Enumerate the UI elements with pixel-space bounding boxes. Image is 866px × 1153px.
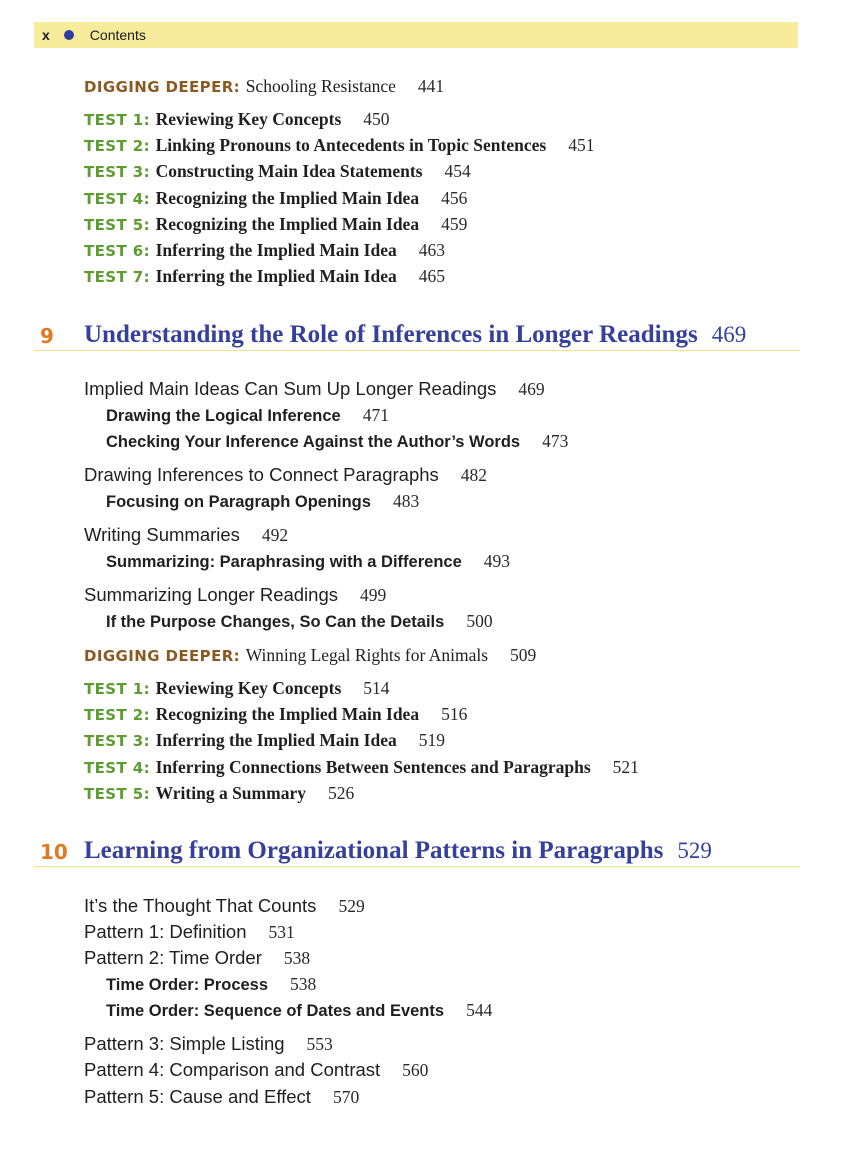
toc-page-number: 493 [483,551,510,571]
toc-entry-title: Inferring the Implied Main Idea [155,266,397,286]
toc-entry-title: Recognizing the Implied Main Idea [155,188,420,208]
toc-page-number: 456 [441,188,468,208]
toc-test-entry[interactable] [84,730,445,751]
chapter-number: 9 [40,324,54,348]
toc-entry-title: Checking Your Inference Against the Author’s Words [106,433,521,451]
toc-section-entry[interactable] [84,1086,359,1108]
toc-entry-title: Recognizing the Implied Main Idea [155,214,420,234]
toc-subsection-entry[interactable] [106,431,568,452]
toc-digging-deeper[interactable] [84,76,444,97]
toc-entry-title: Inferring Connections Between Sentences and Paragraphs [155,757,591,777]
toc-section-entry[interactable] [84,524,288,546]
toc-entry-title: Pattern 1: Definition [84,921,247,942]
toc-subsection-entry[interactable] [106,405,389,426]
toc-test-entry[interactable] [84,783,354,804]
toc-page-number: 509 [510,645,537,665]
toc-page-number: 454 [444,161,471,181]
toc-page-number: 560 [402,1060,429,1080]
toc-entry-title: Time Order: Sequence of Dates and Events [106,1002,445,1020]
toc-test-entry[interactable] [84,135,594,156]
toc-section-entry[interactable] [84,921,295,943]
toc-section-entry[interactable] [84,464,487,486]
chapter-heading[interactable] [34,316,800,351]
toc-page-number: 482 [460,465,488,485]
toc-page-number: 519 [418,730,445,750]
test-label: TEST 7: [84,268,156,286]
toc-page-number: 471 [362,405,389,425]
toc-page-number: 465 [418,266,445,286]
toc-entry-title: Focusing on Paragraph Openings [106,493,371,511]
toc-entry-title: Time Order: Process [106,976,269,994]
toc-digging-deeper[interactable] [84,645,536,666]
toc-test-entry[interactable] [84,214,467,235]
chapter-heading[interactable] [34,832,800,867]
toc-page-number: 553 [306,1034,333,1054]
toc-page-number: 521 [612,757,639,777]
toc-page-number: 570 [332,1087,360,1107]
toc-test-entry[interactable] [84,240,445,261]
toc-page-number: 441 [417,76,445,96]
toc-page-number: 516 [441,704,468,724]
toc-subsection-entry[interactable] [106,1000,492,1021]
toc-subsection-entry[interactable] [106,491,419,512]
chapter-title-line [84,837,712,865]
toc-entry-title: Schooling Resistance [245,76,396,96]
toc-entry-title: Summarizing Longer Readings [84,584,338,605]
toc-subsection-entry[interactable] [106,611,493,632]
chapter-number: 10 [40,840,68,864]
toc-entry-title: Recognizing the Implied Main Idea [155,704,420,724]
header-section-title: Contents [89,27,146,43]
toc-entry-title: Reviewing Key Concepts [155,109,342,129]
toc-entry-title: Pattern 5: Cause and Effect [84,1086,311,1107]
toc-entry-title: Pattern 2: Time Order [84,947,262,968]
toc-entry-title: Inferring the Implied Main Idea [155,730,397,750]
toc-page-number: 451 [568,135,595,155]
toc-section-entry[interactable] [84,1059,428,1081]
toc-test-entry[interactable] [84,757,639,778]
toc-test-entry[interactable] [84,188,467,209]
test-label: TEST 4: [84,759,156,777]
toc-entry-title: Writing a Summary [155,783,306,803]
toc-entry-title: It’s the Thought That Counts [84,895,317,916]
test-label: TEST 5: [84,785,156,803]
toc-entry-title: Reviewing Key Concepts [155,678,342,698]
chapter-title-line [84,321,746,349]
test-label: TEST 3: [84,163,156,181]
toc-page-number: 538 [290,974,317,994]
toc-entry-title: Summarizing: Paraphrasing with a Difference [106,553,462,571]
toc-page-number: 514 [363,678,390,698]
toc-entry-title: Pattern 3: Simple Listing [84,1033,285,1054]
toc-page-number: 544 [466,1000,493,1020]
chapter-page-number: 529 [677,838,712,863]
toc-entry-title: Linking Pronouns to Antecedents in Topic Sentences [155,135,547,155]
toc-test-entry[interactable] [84,109,390,130]
toc-page-number: 526 [327,783,355,803]
toc-entry-title: Constructing Main Idea Statements [155,161,423,181]
toc-section-entry[interactable] [84,1033,333,1055]
toc-section-entry[interactable] [84,947,310,969]
toc-section-entry[interactable] [84,584,386,606]
toc-page-number: 463 [418,240,445,260]
toc-page-number: 473 [542,431,569,451]
toc-page-number: 450 [363,109,390,129]
test-label: TEST 1: [84,111,156,129]
toc-entry-title: Drawing the Logical Inference [106,407,341,425]
test-label: TEST 2: [84,706,156,724]
toc-entry-title: Drawing Inferences to Connect Paragraphs [84,464,439,485]
toc-page-number: 459 [441,214,468,234]
toc-test-entry[interactable] [84,678,390,699]
toc-subsection-entry[interactable] [106,551,510,572]
toc-section-entry[interactable] [84,895,365,917]
test-label: TEST 2: [84,137,156,155]
digging-deeper-label: DIGGING DEEPER: [84,647,246,665]
test-label: TEST 4: [84,190,156,208]
test-label: TEST 1: [84,680,156,698]
toc-entry-title: Pattern 4: Comparison and Contrast [84,1059,381,1080]
toc-page-number: 531 [268,922,295,942]
test-label: TEST 5: [84,216,156,234]
test-label: TEST 3: [84,732,156,750]
toc-entry-title: Inferring the Implied Main Idea [155,240,397,260]
toc-entry-title: Implied Main Ideas Can Sum Up Longer Readings [84,378,497,399]
toc-page-number: 529 [338,896,365,916]
toc-test-entry[interactable] [84,704,467,725]
toc-entry-title: Writing Summaries [84,524,240,545]
bullet-dot-icon [64,30,74,40]
toc-entry-title: Winning Legal Rights for Animals [245,645,489,665]
toc-entry-title: If the Purpose Changes, So Can the Details [106,613,445,631]
toc-section-entry[interactable] [84,378,545,400]
chapter-page-number: 469 [711,322,747,347]
running-header [34,22,798,48]
toc-subsection-entry[interactable] [106,974,316,995]
toc-page-number: 483 [392,491,420,511]
toc-test-entry[interactable] [84,266,445,287]
toc-page-number: 469 [518,379,545,399]
toc-page-number: 538 [283,948,311,968]
toc-test-entry[interactable] [84,161,471,182]
chapter-title: Understanding the Role of Inferences in Longer Readings [84,321,698,348]
test-label: TEST 6: [84,242,156,260]
toc-page-number: 500 [466,611,493,631]
toc-page-number: 492 [261,525,289,545]
toc-page-number: 499 [360,585,387,605]
page-number-label: x [42,27,50,43]
digging-deeper-label: DIGGING DEEPER: [84,78,246,96]
chapter-title: Learning from Organizational Patterns in Paragraphs [84,837,664,864]
